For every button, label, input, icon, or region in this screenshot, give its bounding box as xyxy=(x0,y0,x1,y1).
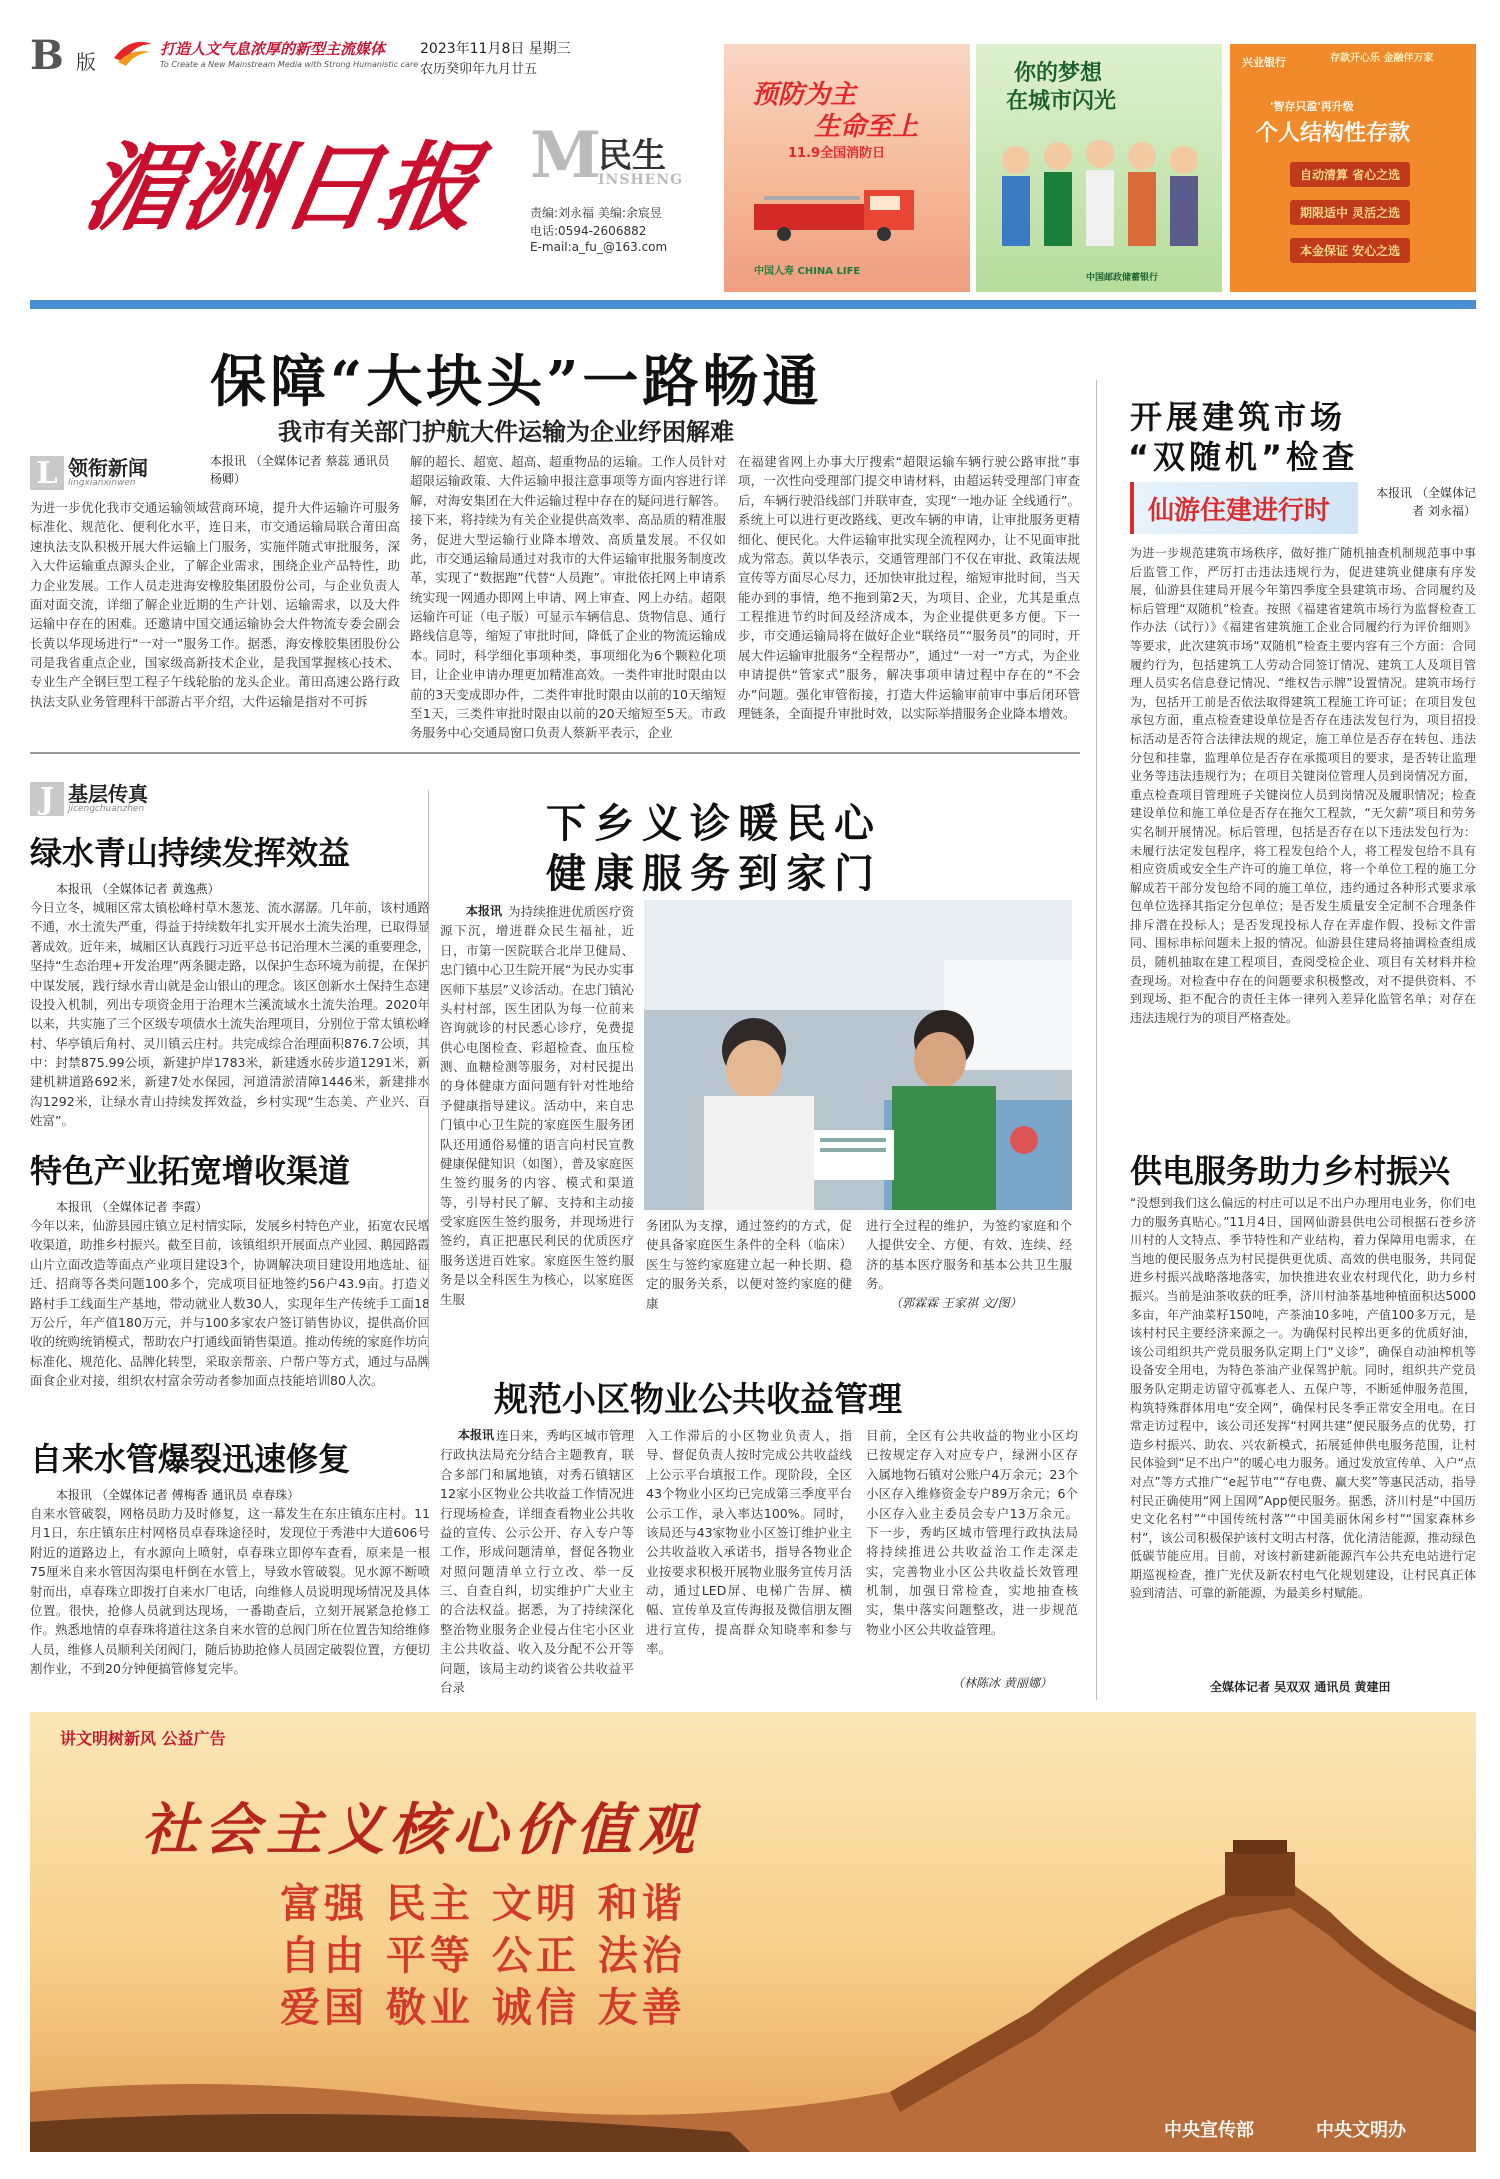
fire-safety-ad[interactable] xyxy=(724,44,970,292)
great-wall-illustration xyxy=(30,1712,1476,2152)
email: E-mail:a_fu_@163.com xyxy=(530,240,668,254)
lunar-date: 农历癸卯年九月廿五 xyxy=(420,62,538,77)
postal-bank-ad[interactable] xyxy=(976,44,1222,292)
edition-letter: B xyxy=(30,32,64,79)
lead-bottom-rule xyxy=(30,752,1080,754)
cib-ad-item-2: 期限适中 灵活之选 xyxy=(1290,200,1410,225)
property-title: 规范小区物业公共收益管理 xyxy=(494,1380,902,1420)
right-banner-text: 仙游住建进行时 xyxy=(1148,496,1331,526)
center-title-line1: 下乡义诊暖民心 xyxy=(546,800,882,847)
jiceng-a1-text: 今日立冬，城厢区常太镇松峰村草木葱茏、流水潺潺。几年前，该村通路不通，水土流失严重，得益于持续数年扎实开展水土流失治理，已取得显著成效。近年来，城厢区认真践行习近平总书记治理木兰溪的重要理念，坚持“生态治理+开发治理”两条腿走路，以保护生态环境为前提，在保护中谋发展，践行绿水青山就是金山银山的理念。该区创新水土保持生态建设投入机制，列出专项资金用于治理木兰溪流域水土流失治理。2020年以来，共实施了三个区级专项债水土流失治理项目，分别位于常太镇松峰村、华亭镇后角村、灵川镇云庄村。共完成综合治理面积876.7公顷，其中：封禁875.99公顷，新建护岸1783米，新建透水砖步道1291米，新建机耕道路692米，新建7处水保园，河道清淤清障1446米，新建排水沟1292米，让绿水青山持续发挥效益，乡村实现“生态美、产业兴、百姓富”。 xyxy=(30,900,430,1129)
jiceng-section-label xyxy=(30,782,148,816)
psa-banner xyxy=(30,1712,1476,2152)
lead-label-letter: L xyxy=(30,456,64,490)
lead-byline: 本报讯 （全媒体记者 蔡蕊 通讯员 杨卿） xyxy=(210,454,390,486)
lead-col-2: 解的超长、超宽、超高、超重物品的运输。工作人员针对超限运输政策、大件运输申报注意事项等方面内容进行详解，对海安集团在大件运输过程中存在的疑问进行解答。接下来，将持续为有关企业提供高效率、高品质的精准服务，促进大型运输行业降本增效、高质量发展。不仅如此，市交通运输局通过对我市的大件运输审批服务制度改革，实现了“数据跑”代替“人员跑”。审批依托网上申请系统实现一网通办即网上申请、网上审查、网上办结。超限运输许可证（电子版）可显示车辆信息、货物信息、通行路线信息等，缩短了审批时间，降低了企业的物流运输成本。同时，科学细化事项种类，事项细化为6个颗粒化项目，让企业申请办理更加精准高效。一类件审批时限由以前的3天变成即办件，二类件审批时限由以前的10天缩短至1天，三类件审批时限由以前的20天缩短至5天。市政务服务中心交通局窗口负责人蔡新平表示，企业 xyxy=(410,454,726,741)
right-a2-title: 供电服务助力乡村振兴 xyxy=(1130,1152,1451,1190)
jiceng-a2-byline: 本报讯 （全媒体记者 李霞） xyxy=(56,1200,208,1214)
right-col-divider xyxy=(1096,380,1097,1700)
lead-col-3: 在福建省网上办事大厅搜索“超限运输车辆行驶公路审批”事项，一次性向受理部门提交申请材料，由超运转受理部门审查后，车辆行驶沿线部门并联审查，实现“一地办证 全线通行”。系统上可以进行更改路线、更改车辆的申请，让审批服务更精细化、便民化。大件运输审批实现全流程网办，让不见面审批成为常态。黄以华表示，交通管理部门不仅在审批、政策法规宣传等方面尽心尽力，还加快审批过程，缩短审批时间，当天能办到的事情，绝不拖到第2天，为项目、企业，尤其是重点工程推进节约时间及经济成本，为企业提供更多方便。下一步，市交通运输局将在做好企业“联络员”“服务员”的同时，开展大件运输审批服务“全程帮办”，通过“一对一”方式，为企业申请提供“管家式”服务，解决事项申请过程中存在的“不会办”问题。强化审管衔接，打造大件运输审前审中事后闭环管理链条，全面提升审批时效，以实际举措服务企业降本增效。 xyxy=(738,454,1080,721)
psa-label: 讲文明树新风 公益广告 xyxy=(60,1729,226,1748)
property-byline: 本报讯 xyxy=(458,1428,495,1442)
lead-col-1: 为进一步优化我市交通运输领域营商环境，提升大件运输许可服务标准化、规范化、便利化水平，连日来，市交通运输局联合莆田高速执法支队积极开展大件运输上门服务，实施伴随式审批服务，深入大件运输重点源头企业，了解企业需求，围绕企业产品特性，助力企业发展。工作人员走进海安橡胶集团股份公司，与企业负责人面对面交流，详细了解企业近期的生产计划、运输需求，以及大件运输中存在的困难。还邀请中国交通运输协会大件物流专委会副会长黄以华现场进行“一对一”服务工作。据悉，海安橡胶集团股份公司是我省重点企业，国家级高新技术企业，是我国掌握核心技术、专业生产全钢巨型工程子午线轮胎的龙头企业。莆田高速公路行政执法支队业务管理科干部游占平介绍，大件运输是指对不可拆 xyxy=(30,500,400,709)
fire-ad-brand: 中国人寿 CHINA LIFE xyxy=(754,266,861,277)
lead-label-name: 领衔新闻 xyxy=(68,456,148,480)
jiceng-a2-text: 今年以来，仙游县园庄镇立足村情实际，发展乡村特色产业，拓宽农民增收渠道，助推乡村振兴。截至目前，该镇组织开展面点产业园、鹅园路霞山片立面改造等面点产业项目建设3个，协调解决项目建设用地选址、征迁、招商等各类问题100多个，完成项目征地签约56户43.9亩。打造义路村手工线面生产基地，带动就业人数30人，实现年生产传统手工面18万公斤，年产值180万元，并与100多家农户签订销售协议，提供高价回收的统购统销模式，帮助农户打通线面销售渠道。推动传统的家庭作坊向标准化、规范化、品牌化转型，采取亲帮亲、户帮户等方式，通过与品牌面食企业对接，组织农村富余劳动者参加面点技能培训80人次。 xyxy=(30,1218,430,1388)
jiceng-a1-title: 绿水青山持续发挥效益 xyxy=(30,834,351,872)
right-a2-credit: 全媒体记者 吴双双 通讯员 黄建田 xyxy=(1210,1680,1391,1694)
psa-line-1: 富强 民主 文明 和谐 xyxy=(280,1880,686,1927)
slogan-en: To Create a New Mainstream Media with Strong Humanistic care xyxy=(160,60,419,69)
section-pinyin: INSHENG xyxy=(598,172,684,188)
psa-line-2: 自由 平等 公正 法治 xyxy=(280,1932,686,1979)
editor-credit: 责编:刘永福 美编:余宸昱 xyxy=(530,206,662,220)
slogan: 打造人文气息浓厚的新型主流媒体 xyxy=(160,40,386,58)
cib-ad-tag: 存款开心乐 金融伴万家 xyxy=(1330,53,1434,64)
lead-headline: 保障“大块头”一路畅通 xyxy=(210,349,823,415)
fire-ad-title1: 预防为主 xyxy=(752,80,857,110)
psa-line-3: 爱国 敬业 诚信 友善 xyxy=(280,1984,686,2031)
paper-name: 湄洲日报 xyxy=(76,131,489,244)
center-text-2: 务团队为支撑，通过签约的方式，促使具备家庭医生条件的全科（临床）医生与签约家庭建立起一种长期、稳定的服务关系，以便对签约家庭的健康 xyxy=(646,1218,852,1311)
jiceng-a1-byline: 本报讯 （全媒体记者 黄逸燕） xyxy=(56,882,220,896)
fire-ad-title2: 生命至上 xyxy=(814,112,919,142)
section-name: 民生 xyxy=(598,136,666,176)
jiceng-a3-text: 自来水管破裂，网格员助力及时修复，这一幕发生在东庄镇东庄村。11月1日，东庄镇东庄村网格员卓春珠途径时，发现位于秀港中大道606号附近的道路边上，有水源向上喷射，卓春珠立即停车查看，原来是一根75厘米自来水管因沟渠电杆倒在水管上，导致水管破裂。见水源不断喷射而出，卓春珠立即拨打自来水厂电话，向维修人员说明现场情况及具体位置。很快，抢修人员就到达现场，一番勘查后，立刻开展紧急抢修工作。熟悉地情的卓春珠将道往这条自来水管的总阀门所在位置告知给维修人员，维修人员顺利关闭阀门，随后协助抢修人员固定破裂位置，方便切割作业，不到20分钟便搞管修复完毕。 xyxy=(30,1506,430,1676)
postal-ad-title1: 你的梦想 xyxy=(1014,61,1103,86)
postal-ad-title2: 在城市闪光 xyxy=(1006,89,1117,114)
jiceng-label-pinyin: jicengchuanzhen xyxy=(68,804,145,814)
right-banner xyxy=(1130,482,1358,534)
masthead xyxy=(0,0,1500,300)
cib-ad-item-3: 本金保证 安心之选 xyxy=(1290,238,1410,263)
psa-source-1: 中央宣传部 xyxy=(1164,2120,1254,2141)
center-text-1: 为持续推进优质医疗资源下沉，增进群众民生福祉，近日，市第一医院联合北岸卫健局、忠门镇中心卫生院开展“为民办实事 医师下基层”义诊活动。在忠门镇沁头村村部，医生团队为每一位前来咨询就诊的村民悉心诊疗，免费提供心电图检查、彩超检查、血压检测、血糖检测等服务，对村民提出的身体健康方面问题有针对性地给予健康指导建议。活动中，来自忠门镇中心卫生院的家庭医生服务团队还用通俗易懂的语言向村民宣教健康保健知识（如图），普及家庭医生签约服务的内容、模式和渠道等，引导村民了解、支持和主动接受家庭医生签约服务，并现场进行签约，真正把惠民利民的优质医疗服务送进百姓家。家庭医生签约服务是以全科医生为核心，以家庭医生服 xyxy=(440,904,634,1307)
cib-ad-item-1: 自动清算 省心之选 xyxy=(1290,162,1410,187)
right-a1-title-2: “双随机”检查 xyxy=(1128,438,1359,476)
jiceng-a3-title: 自来水管爆裂迅速修复 xyxy=(30,1440,351,1478)
property-text-1: 连日来，秀屿区城市管理行政执法局充分结合主题教育，联合多部门和属地镇，对秀石镇辖区12家小区物业公共收益工作情况进行现场检查，详细查看物业公共收益的宣传、公示公开、存入专户等工作，形成问题清单，督促各物业对照问题清单立行立改、举一反三、自查自纠，切实维护广大业主的合法权益。据悉，为了持续深化整治物业服务企业侵占住宅小区业主公共收益、收入及分配不公开等问题，该局主动约谈省公共收益平台录 xyxy=(440,1428,634,1694)
section-letter: M xyxy=(530,118,601,193)
edition-suffix: 版 xyxy=(76,50,96,74)
center-credit: （郭霖霖 王家祺 文/图） xyxy=(890,1296,1022,1310)
jiceng-a2-title: 特色产业拓宽增收渠道 xyxy=(30,1152,351,1190)
cib-deposit-ad[interactable] xyxy=(1230,44,1476,292)
postal-ad-brand: 中国邮政储蓄银行 xyxy=(1086,273,1159,283)
property-text-3: 目前，全区有公共收益的物业小区均已按规定存入对应专户，绿洲小区存入属地物石镇对公账户4万余元；23个小区存入维修资金专户89万余元；6个小区存入业主委员会专户13万余元。下一步，秀屿区城市管理行政执法局将持续推进公共收益治工作走深走实，完善物业小区公共收益长效管理机制，加强日常检查，实地抽查核实，集中落实问题整改，进一步规范物业小区公共收益管理。 xyxy=(866,1428,1078,1637)
fire-ad-sub: 11.9全国消防日 xyxy=(788,146,886,161)
center-title-line2: 健康服务到家门 xyxy=(546,850,882,897)
property-text-2: 入工作滞后的小区物业负责人，指导、督促负责人按时完成公共收益线上公示平台填报工作。现阶段，全区43个物业小区均已完成第三季度平台公示工作，录入率达100%。同时，该局还与43家物业小区签订维护业主公共收益收入承诺书，指导各物业企业按要求积极开展物业服务宣传月活动，通过LED屏、电梯广告屏、横幅、宣传单及宣传海报及微信朋友圈进行宣传，提高群众知晓率和参与率。 xyxy=(646,1428,852,1657)
center-text-3: 进行全过程的维护，为签约家庭和个人提供安全、方便、有效、连续、经济的基本医疗服务和基本公共卫生服务。 xyxy=(866,1218,1072,1292)
jiceng-label-letter: J xyxy=(30,782,64,816)
lead-section-label xyxy=(30,456,148,490)
people-illustration-icon xyxy=(986,120,1212,260)
clinic-photo xyxy=(644,900,1072,1210)
property-credit: （林陈冰 黄丽娜） xyxy=(952,1676,1052,1690)
right-a1-byline: 本报讯 （全媒体记者 刘永福） xyxy=(1376,486,1476,518)
cib-ad-badge: '智存只盈'再升级 xyxy=(1270,100,1354,113)
slogan-logo-icon xyxy=(110,34,156,68)
center-byline: 本报讯 xyxy=(466,904,503,918)
jiceng-a3-byline: 本报讯 （全媒体记者 傅梅香 通讯员 卓春珠） xyxy=(56,1488,300,1502)
phone: 电话:0594-2606882 xyxy=(530,224,647,238)
issue-date: 2023年11月8日 星期三 xyxy=(420,41,571,57)
lead-label-pinyin: lingxianxinwen xyxy=(68,478,136,488)
cib-ad-top: 兴业银行 xyxy=(1242,56,1286,69)
lead-subhead: 我市有关部门护航大件运输为企业纾困解难 xyxy=(278,418,734,446)
right-a1-text: 为进一步规范建筑市场秩序，做好推广随机抽查机制规范事中事后监管工作，严厉打击违法违规行为，促进建筑业健康有序发展，仙游县住建局开展今年第四季度全县建筑市场、合同履约及标后管理“双随机”检查。按照《福建省建筑市场行为监督检查工作办法（试行）》《福建省建筑施工企业合同履约行为评价细则》等要求，此次建筑市场“双随机”检查主要内容有三个方面：合同履约行为，包括建筑工人劳动合同签订情况、建筑工人及项目管理人员实名信息登记情况、“维权告示牌”设置情况。建筑市场行为，包括开工前是否依法取得建筑工程施工许可证；在项目发包承包方面，重点检查建设单位是否存在违法发包行为，项目招投标活动是否符合法律法规的规定，施工单位是否存在转包、违法分包和挂靠，监理单位是否存在承揽项目的要求，是否转让监理业务等违法违规行为；在项目关键岗位管理人员到岗情况方面，重点检查项目管理班子关键岗位人员到岗情况及履职情况；检查建设单位和施工单位是否存在拖欠工程款，“无欠薪”项目和劳务实名制开展情况。标后管理，包括是否存在以下违法发包行为：未履行法定发包程序，将工程发包给个人，将工程发包给不具有相应资质或安全生产许可的施工单位，将一个单位工程的施工分解成若干部分发包给不同的施工单位，违约通过各种形式要求承包单位选择其指定分包单位；是否发生质量安全定制不合理条件排斥潜在投标人；是否发现投标人存在弄虚作假、投标文件雷同、围标串标问题未上报的情况。仙游县住建局将抽调检查组成员，随机抽取在建工程项目，查阅受检企业、项目有关材料并检查现场。对检查中存在的问题要求积极整改，对不提供资料、不到现场、拒不配合的责任主体一律列入差异化监管名单；对存在违法违规行为的项目严格查处。 xyxy=(1130,546,1476,1025)
right-a2-text: “没想到我们这么偏远的村庄可以足不出户办理用电业务，你们电力的服务真贴心。”11月4日，国网仙游县供电公司根据石苍乡济川村的人文特点、季节特性和产业结构，着力保障用电需求，在当地的便民服务点为村民提供更优质、高效的供电服务，共同促进乡村振兴战略落地落实，加快推进农业农村现代化，助力乡村振兴。当前是油茶收获的旺季，济川村油茶基地种植面积达5000多亩，年产油菜籽150吨，产茶油10多吨，产值100多万元，是该村村民主要经济来源之一。为确保村民榨出更多的优质好油，该公司组织共产党员服务队定期上门“义诊”，确保自动油榨机等设备安全用电，为特色茶油产业保驾护航。同时，组织共产党员服务队定期走访留守孤寡老人、五保户等，不断延伸服务范围，构筑特殊群体用电“安全网”，确保村民冬季正常安全用电。在日常走访过程中，该公司还发挥“村网共建”便民服务点的优势，打造乡村振兴、助农、兴农新模式，拓展延伸供电服务范围，让村民体验到“足不出户”的暖心电力服务。通过发放宣传单、入户“点对点”等方式推广“e起节电”“存电费、赢大奖”等惠民活动，指导村民正确使用“网上国网”App便民服务。据悉，济川村是“中国历史文化名村”“中国传统村落”“中国美丽休闲乡村”“国家森林乡村”，该公司积极保护该村文明古村落，优化清洁能源，推动绿色低碳节能应用。目前，对该村新建新能源汽车公共充电站进行定期巡视检查，推广光伏及新农村电气化规划建设，让村民真正体验到清洁、可靠的新能源，为最美乡村赋能。 xyxy=(1130,1196,1476,1601)
cib-ad-title: 个人结构性存款 xyxy=(1256,121,1411,146)
fire-truck-icon xyxy=(744,174,950,242)
jiceng-label-name: 基层传真 xyxy=(68,782,148,806)
right-a1-title-1: 开展建筑市场 xyxy=(1130,398,1347,436)
psa-title: 社会主义核心价值观 xyxy=(142,1797,700,1863)
masthead-rule xyxy=(30,300,1476,309)
psa-source-2: 中央文明办 xyxy=(1316,2120,1406,2141)
